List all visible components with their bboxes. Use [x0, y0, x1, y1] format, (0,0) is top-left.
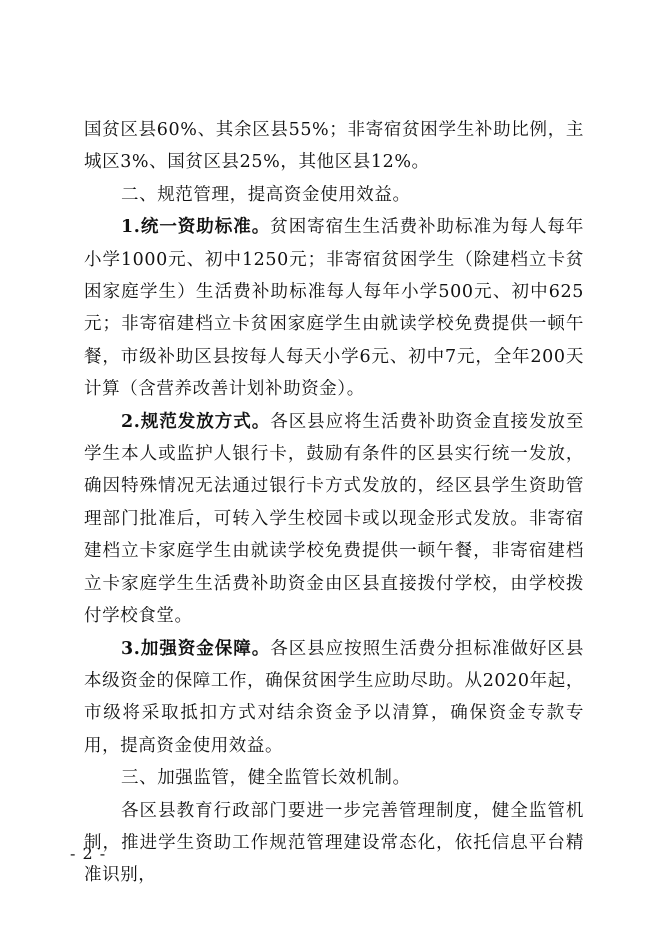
paragraph-text: 各区县应将生活费补助资金直接发放至学生本人或监护人银行卡，鼓励有条件的区县实行统一发放，确因特殊情况无法通过银行卡方式发放的，经区县学生资助管理部门批准后，可转入学生校园卡或以现金形式发放。非寄宿建档立卡家庭学生由就读学校免费提供一顿午餐，非寄宿建档立卡家庭学生生活费补助资金由区县直接拨付学校，由学校拨付学校食堂。: [84, 411, 585, 627]
paragraph-text: 国贫区县60%、其余区县55%；非寄宿贫困学生补助比例，主城区3%、国贫区县25%，其他区县12%。: [84, 120, 584, 173]
document-body: [84, 114, 584, 892]
paragraph-fund-guarantee: [84, 633, 584, 763]
paragraph-text: 各区县教育行政部门要进一步完善管理制度，健全监管机制，推进学生资助工作规范管理建设常态化，依托信息平台精准识别，: [84, 800, 584, 886]
section-heading-2: [84, 179, 584, 211]
section-heading-3: [84, 762, 584, 794]
paragraph-text: 三、加强监管，健全监管长效机制。: [121, 768, 411, 789]
paragraph-text: 二、规范管理，提高资金使用效益。: [121, 184, 411, 205]
paragraph-lead-heading: 1.统一资助标准。: [121, 217, 271, 238]
paragraph-lead-heading: 2.规范发放方式。: [121, 411, 271, 432]
paragraph-text: 各区县应按照生活费分担标准做好区县本级资金的保障工作，确保贫困学生应助尽助。从2020年起，市级将采取抵扣方式对结余资金予以清算，确保资金专款专用，提高资金使用效益。: [84, 638, 585, 756]
paragraph-text: 贫困寄宿生生活费补助标准为每人每年小学1000元、初中1250元；非寄宿贫困学生（除建档立卡贫困家庭学生）生活费补助标准每人每年小学500元、初中625元；非寄宿建档立卡贫困家庭学生由就读学校免费提供一顿午餐，市级补助区县按每人每天小学6元、初中7元，全年200天计算（含营养改善计划补助资金）。: [84, 217, 585, 400]
paragraph-continuation: [84, 114, 584, 179]
paragraph-supervision: [84, 795, 584, 892]
paragraph-payment-method: [84, 406, 584, 633]
page-number: - 2 -: [70, 844, 107, 863]
paragraph-unified-standard: [84, 211, 584, 405]
paragraph-lead-heading: 3.加强资金保障。: [121, 638, 271, 659]
